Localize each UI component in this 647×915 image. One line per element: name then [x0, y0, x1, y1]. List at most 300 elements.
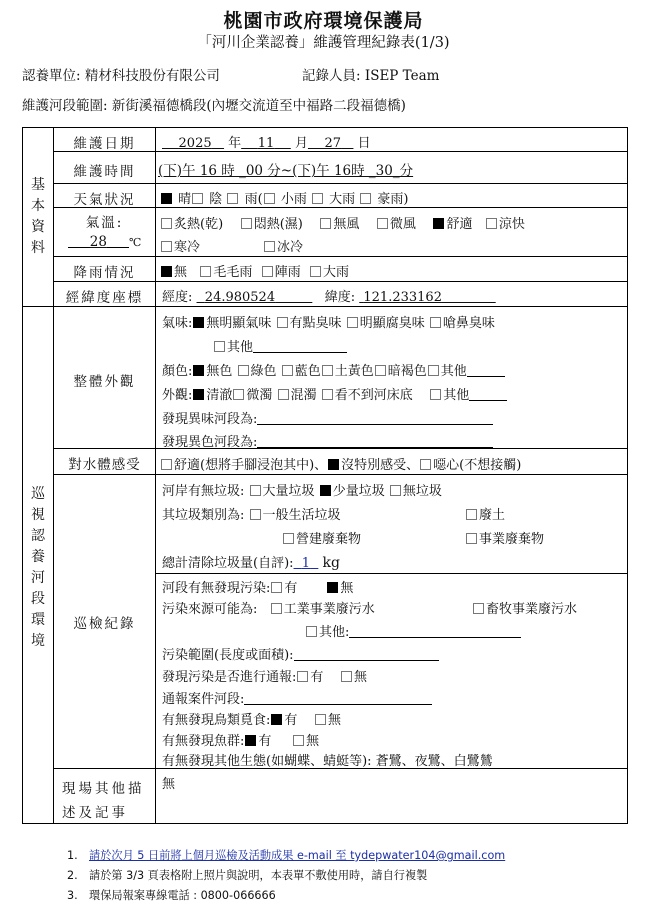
checkbox-icon — [430, 389, 441, 400]
garbage-option-large[interactable] — [249, 484, 315, 499]
garbage-option-small[interactable] — [319, 484, 385, 499]
time-field[interactable]: (下)午 16 時 _00 分~(下)午 16時 _30_分 — [158, 163, 414, 179]
checkbox-icon — [341, 671, 352, 682]
garbage-label: 河岸有無垃圾: — [162, 484, 245, 499]
checkbox-icon — [250, 485, 261, 496]
note-number: 2. — [67, 869, 78, 882]
option-label: 炙熱(乾) — [174, 217, 224, 232]
section-char: 認 — [31, 528, 45, 544]
option-label: 沒特別感受、 — [341, 458, 420, 473]
bird-option-no[interactable] — [314, 713, 341, 728]
option-label: 大量垃圾 — [262, 484, 315, 499]
odor-option-none[interactable] — [192, 316, 271, 331]
note-2 — [67, 867, 427, 883]
checkbox-icon — [161, 218, 172, 229]
weather-option-rain[interactable] — [226, 192, 262, 207]
range-value: 新街溪福德橋段(內壢交流道至中福路二段福德橋) — [111, 98, 406, 114]
row-divider — [53, 256, 628, 257]
year-unit: 年 — [228, 136, 242, 151]
option-label: 少量垃圾 — [332, 484, 385, 499]
checkbox-icon — [277, 317, 288, 328]
col-divider-1 — [53, 127, 54, 824]
option-label: 暗褐色 — [387, 364, 427, 379]
option-label: 無色 — [206, 364, 233, 379]
bird-row — [162, 709, 341, 728]
checkbox-icon — [315, 714, 326, 725]
checkbox-icon — [161, 241, 172, 252]
checkbox-icon — [214, 341, 225, 352]
odor-option-pungent[interactable] — [429, 316, 495, 331]
option-label: 綠色 — [250, 364, 277, 379]
option-label: 冰冷 — [277, 240, 304, 255]
color-option-yellow[interactable] — [321, 364, 374, 379]
checkbox-icon — [233, 389, 244, 400]
option-label: 有 — [284, 713, 298, 728]
recorder-value: ISEP Team — [364, 68, 440, 84]
option-label: 豪雨) — [377, 192, 409, 207]
option-label: 工業事業廢污水 — [283, 602, 375, 617]
garbage-type-construction[interactable] — [282, 532, 361, 547]
temperature-options-row2 — [160, 236, 200, 255]
section-char: 巡 — [31, 486, 45, 502]
option-label: 有點臭味 — [289, 316, 342, 331]
checkbox-checked-icon — [161, 266, 172, 277]
option-label: 雨( — [244, 192, 263, 207]
report-section-row — [162, 688, 432, 707]
option-label: 有 — [258, 734, 272, 749]
row-divider — [53, 281, 628, 282]
other-label-line1: 現場其他描 — [62, 781, 145, 797]
color-option-green[interactable] — [237, 364, 277, 379]
option-label: 舒適 — [446, 217, 473, 232]
section-char: 資 — [31, 219, 45, 235]
section-char: 料 — [31, 240, 45, 256]
garbage-option-none[interactable] — [389, 484, 442, 499]
option-label: 陰 — [209, 192, 223, 207]
feeling-label: 對水體感受 — [68, 457, 141, 473]
report-option-yes[interactable] — [296, 670, 323, 685]
other-notes-value[interactable]: 無 — [162, 777, 176, 792]
odor-other-row — [213, 336, 347, 355]
odor-other-input[interactable] — [253, 340, 347, 353]
option-label: 有 — [284, 581, 298, 596]
option-label: 混濁 — [290, 388, 317, 403]
checkbox-icon — [250, 509, 261, 520]
checkbox-icon — [310, 266, 321, 277]
coords-label: 經緯度座標 — [65, 290, 144, 306]
checkbox-icon — [466, 533, 477, 544]
temp-option-breeze[interactable] — [376, 217, 416, 232]
odd-color-input[interactable] — [257, 435, 493, 448]
col-divider-2 — [155, 127, 156, 824]
rain-option-shower[interactable] — [261, 265, 301, 280]
garbage-type-industrial-wrap — [465, 528, 544, 547]
temperature-unit: ℃ — [128, 236, 142, 249]
garbage-type-industrial[interactable] — [465, 532, 544, 547]
checkbox-icon — [486, 218, 497, 229]
temp-option-comfortable[interactable] — [432, 217, 472, 232]
checkbox-icon — [293, 735, 304, 746]
option-label: 陣雨 — [274, 265, 301, 280]
rain-option-none[interactable] — [160, 265, 187, 280]
checkbox-checked-icon — [328, 459, 339, 470]
day-unit: 日 — [357, 136, 371, 151]
checkbox-icon — [360, 193, 371, 204]
date-label: 維護日期 — [73, 136, 136, 152]
org-title: 桃園市政府環境保護局 — [223, 10, 424, 32]
option-label: 微濁 — [246, 388, 273, 403]
temp-option-no-wind[interactable] — [319, 217, 359, 232]
section-char: 境 — [31, 633, 45, 649]
pollution-range-label: 污染範圍(長度或面積): — [162, 648, 294, 663]
section-char: 本 — [31, 198, 45, 214]
look-label: 外觀: — [162, 388, 193, 403]
row-divider — [155, 573, 628, 574]
row-divider — [53, 474, 628, 475]
form-title: 「河川企業認養」維護管理紀錄表(1/3) — [197, 35, 450, 51]
temp-option-cool[interactable] — [485, 217, 525, 232]
color-option-brown[interactable] — [374, 364, 427, 379]
source-option-industrial[interactable] — [270, 602, 375, 617]
blank — [107, 235, 129, 248]
temperature-label: 氣溫: — [85, 215, 124, 231]
odd-color-label: 發現異色河段為: — [162, 435, 258, 450]
cleanup-row — [162, 552, 340, 571]
range-label: 維護河段範圍: — [22, 98, 108, 114]
option-label: 無垃圾 — [402, 484, 442, 499]
checkbox-icon — [322, 365, 333, 376]
weather-option-cloudy[interactable] — [191, 192, 222, 207]
date-month[interactable] — [241, 136, 291, 151]
appearance-label: 整體外觀 — [73, 374, 136, 390]
checkbox-icon — [297, 671, 308, 682]
checkbox-checked-icon — [327, 582, 338, 593]
checkbox-icon — [390, 485, 401, 496]
checkbox-icon — [473, 603, 484, 614]
temp-option-hot-dry[interactable] — [160, 217, 223, 232]
range-row-inspection — [162, 644, 439, 663]
checkbox-icon — [466, 509, 477, 520]
checkbox-checked-icon — [161, 193, 172, 204]
section-char: 河 — [31, 570, 45, 586]
option-label: 大雨 — [329, 192, 356, 207]
cleanup-label: 總計清除垃圾量(自評): — [162, 556, 294, 571]
option-label: 無 — [174, 265, 188, 280]
feeling-option-disgusting[interactable] — [419, 458, 521, 473]
section-basic-label — [23, 175, 53, 259]
garbage-row — [162, 480, 442, 499]
range-row — [22, 94, 406, 114]
checkbox-icon — [306, 626, 317, 637]
fish-row — [162, 730, 319, 749]
note-text: 環保局報案專線電話 : 0800-066666 — [89, 889, 276, 902]
checkbox-checked-icon — [245, 735, 256, 746]
year-value: 2025 — [178, 136, 212, 151]
option-label: 其他 — [227, 340, 254, 355]
report-row — [162, 666, 367, 685]
feeling-options — [160, 454, 521, 473]
checkbox-icon — [420, 459, 431, 470]
option-label: 無 — [327, 713, 341, 728]
color-option-other[interactable] — [427, 364, 467, 379]
table-border-right — [627, 127, 628, 824]
other-label-line2: 述及記事 — [62, 805, 128, 821]
option-label: 嗆鼻臭味 — [442, 316, 495, 331]
eco-row — [162, 750, 493, 769]
temp-option-hot-humid[interactable] — [240, 217, 303, 232]
garbage-type-construction-wrap — [282, 528, 361, 547]
fish-label: 有無發現魚群: — [162, 734, 245, 749]
option-label: 大雨 — [322, 265, 349, 280]
checkbox-checked-icon — [320, 485, 331, 496]
color-row — [162, 360, 505, 379]
other-notes-label — [54, 777, 163, 825]
checkbox-checked-icon — [433, 218, 444, 229]
checkbox-icon — [278, 389, 289, 400]
date-day[interactable] — [308, 136, 353, 151]
garbage-type-soil-wrap — [465, 504, 505, 523]
pollution-label: 河段有無發現污染: — [162, 581, 271, 596]
weather-option-light-rain[interactable] — [263, 192, 307, 207]
latitude-label: 緯度: — [324, 290, 356, 305]
pollution-range-input[interactable] — [294, 648, 439, 661]
source-option-livestock[interactable] — [472, 602, 577, 617]
option-label: 明顯腐臭味 — [359, 316, 425, 331]
cleanup-number: 1 — [301, 556, 311, 571]
cleanup-unit: kg — [322, 555, 340, 571]
option-label: 畜牧事業廢污水 — [486, 602, 578, 617]
month-unit: 月 — [294, 136, 308, 151]
note-number: 1. — [67, 849, 78, 862]
checkbox-icon — [271, 582, 282, 593]
report-option-no[interactable] — [340, 670, 367, 685]
source-row — [162, 598, 375, 617]
checkbox-icon — [322, 389, 333, 400]
time-label: 維護時間 — [73, 164, 136, 180]
weather-option-sunny[interactable] — [160, 192, 191, 207]
checkbox-icon — [430, 317, 441, 328]
option-label: 寒冷 — [174, 240, 201, 255]
fish-option-no[interactable] — [292, 734, 319, 749]
option-label: 毛毛雨 — [213, 265, 253, 280]
option-label: 清澈 — [206, 388, 233, 403]
odd-color-row — [162, 431, 493, 450]
odor-option-other[interactable] — [213, 340, 253, 355]
section-char: 段 — [31, 591, 45, 607]
checkbox-icon — [271, 603, 282, 614]
checkbox-icon — [428, 365, 439, 376]
weather-option-heavy-rain[interactable] — [311, 192, 355, 207]
blank — [68, 235, 90, 248]
checkbox-icon — [161, 459, 172, 470]
checkbox-icon — [320, 218, 331, 229]
checkbox-icon — [241, 218, 252, 229]
source-option-other[interactable] — [305, 625, 349, 640]
odor-option-rotten[interactable] — [346, 316, 425, 331]
rain-label: 降雨情況 — [73, 265, 136, 281]
date-field — [162, 132, 371, 151]
inspection-label: 巡檢紀錄 — [73, 616, 136, 632]
checkbox-icon — [264, 193, 275, 204]
source-livestock-wrap — [472, 598, 577, 617]
fish-option-yes[interactable] — [244, 734, 271, 749]
checkbox-checked-icon — [271, 714, 282, 725]
weather-option-storm[interactable] — [359, 192, 408, 207]
look-option-other[interactable] — [429, 388, 469, 403]
look-row — [162, 384, 507, 403]
look-option-turbid[interactable] — [277, 388, 317, 403]
option-label: 無 — [340, 581, 354, 596]
option-label: 舒適(想將手腳浸泡其中)、 — [174, 458, 328, 473]
eco-label: 有無發現其他生態(如蝴蝶、蜻蜓等): — [162, 754, 372, 769]
longitude-label: 經度: — [162, 290, 193, 305]
color-option-none[interactable] — [192, 364, 232, 379]
option-label: 營建廢棄物 — [296, 532, 362, 547]
section-divider — [22, 306, 628, 307]
look-option-slightly-turbid[interactable] — [232, 388, 272, 403]
report-label: 發現污染是否進行通報: — [162, 670, 297, 685]
option-label: 其他: — [319, 625, 350, 640]
cleanup-value[interactable] — [294, 556, 319, 571]
option-label: 一般生活垃圾 — [262, 508, 341, 523]
recorder-row — [302, 64, 439, 84]
odd-smell-input[interactable] — [257, 412, 493, 425]
checkbox-icon — [192, 193, 203, 204]
email-link[interactable]: 請於次月 5 日前將上個月巡檢及活動成果 e-mail 至 tydepwater104@gmail.com — [89, 849, 506, 862]
longitude-input[interactable] — [197, 290, 313, 305]
section-char: 環 — [31, 612, 45, 628]
checkbox-icon — [377, 218, 388, 229]
eco-value[interactable]: 蒼鷺、夜鷺、白鷺鷥 — [375, 754, 493, 769]
option-label: 土黃色 — [334, 364, 374, 379]
temp-option-cold[interactable] — [160, 240, 200, 255]
checkbox-icon — [227, 193, 238, 204]
option-label: 無 — [353, 670, 367, 685]
color-option-blue[interactable] — [281, 364, 321, 379]
color-label: 顏色: — [162, 364, 193, 379]
section-char: 視 — [31, 507, 45, 523]
temperature-options-row2b — [263, 236, 303, 255]
latitude-input[interactable] — [359, 290, 495, 305]
report-section-input[interactable] — [244, 692, 432, 705]
odd-smell-label: 發現異味河段為: — [162, 412, 258, 427]
note-1 — [67, 847, 505, 863]
report-section-label: 通報案件河段: — [162, 692, 245, 707]
odd-smell-row — [162, 408, 493, 427]
section-char: 基 — [31, 177, 45, 193]
option-label: 小雨 — [280, 192, 307, 207]
temp-option-freezing[interactable] — [263, 240, 303, 255]
option-label: 無風 — [333, 217, 360, 232]
checkbox-icon — [238, 365, 249, 376]
checkbox-icon — [283, 533, 294, 544]
checkbox-icon — [375, 365, 386, 376]
source-other-input[interactable] — [349, 625, 521, 638]
feeling-option-comfortable[interactable] — [160, 458, 327, 473]
checkbox-icon — [200, 266, 211, 277]
adopter-row — [22, 64, 220, 84]
option-label: 廢土 — [479, 508, 506, 523]
month-value: 11 — [257, 136, 275, 151]
latitude-value: 121.233162 — [363, 290, 442, 305]
row-divider — [53, 183, 628, 184]
source-other-row — [305, 621, 521, 640]
section-char: 養 — [31, 549, 45, 565]
garbage-type-soil[interactable] — [465, 508, 505, 523]
checkbox-checked-icon — [193, 317, 204, 328]
garbage-type-row — [162, 504, 341, 523]
option-label: 藍色 — [294, 364, 321, 379]
section-patrol-label — [23, 484, 53, 652]
odor-option-slight[interactable] — [276, 316, 342, 331]
checkbox-checked-icon — [193, 365, 204, 376]
day-value: 27 — [324, 136, 342, 151]
rain-option-drizzle[interactable] — [199, 265, 252, 280]
temperature-options-row1 — [160, 213, 525, 232]
odor-label: 氣味: — [162, 316, 193, 331]
look-other-input[interactable] — [469, 388, 507, 401]
note-number: 3. — [67, 889, 78, 902]
option-label: 微風 — [389, 217, 416, 232]
odor-row — [162, 312, 495, 331]
option-label: 事業廢棄物 — [479, 532, 545, 547]
bird-option-yes[interactable] — [270, 713, 297, 728]
option-label: 有 — [310, 670, 324, 685]
coords-field — [162, 286, 496, 305]
checkbox-icon — [264, 241, 275, 252]
longitude-value: 24.980524 — [204, 290, 276, 305]
option-label: 看不到河床底 — [334, 388, 413, 403]
checkbox-checked-icon — [193, 389, 204, 400]
temperature-value[interactable]: 28 — [89, 234, 107, 250]
option-label: 其他 — [440, 364, 467, 379]
temperature-value-row — [54, 234, 155, 250]
option-label: 其他 — [443, 388, 470, 403]
adopter-label: 認養單位: — [22, 68, 81, 84]
weather-options — [160, 188, 408, 207]
pollution-option-yes[interactable] — [270, 581, 297, 596]
pollution-option-no[interactable] — [326, 581, 353, 596]
option-label: 無明顯氣味 — [206, 316, 272, 331]
source-label: 污染來源可能為: — [162, 602, 258, 617]
rain-option-heavy[interactable] — [309, 265, 349, 280]
look-option-no-bottom[interactable] — [321, 388, 413, 403]
checkbox-icon — [262, 266, 273, 277]
garbage-type-label: 其垃圾類別為: — [162, 508, 245, 523]
note-3 — [67, 887, 276, 903]
feeling-option-neutral[interactable] — [327, 458, 419, 473]
date-year[interactable] — [162, 136, 224, 151]
color-other-input[interactable] — [467, 364, 505, 377]
option-label: 晴 — [178, 192, 192, 207]
checkbox-icon — [347, 317, 358, 328]
table-border-top — [22, 127, 628, 128]
checkbox-icon — [312, 193, 323, 204]
garbage-type-household[interactable] — [249, 508, 341, 523]
option-label: 無 — [306, 734, 320, 749]
option-label: 噁心(不想接觸) — [433, 458, 522, 473]
rain-options — [160, 261, 349, 280]
note-text: 請於第 3/3 頁表格附上照片與說明，本表單不敷使用時，請自行複製 — [89, 869, 428, 882]
option-label: 悶熱(濕) — [253, 217, 303, 232]
look-option-clear[interactable] — [192, 388, 232, 403]
bird-label: 有無發現鳥類覓食: — [162, 713, 271, 728]
weather-label: 天氣狀況 — [73, 192, 136, 208]
adopter-value: 精材科技股份有限公司 — [84, 68, 220, 84]
option-label: 涼快 — [498, 217, 525, 232]
checkbox-icon — [282, 365, 293, 376]
pollution-row — [162, 577, 353, 596]
